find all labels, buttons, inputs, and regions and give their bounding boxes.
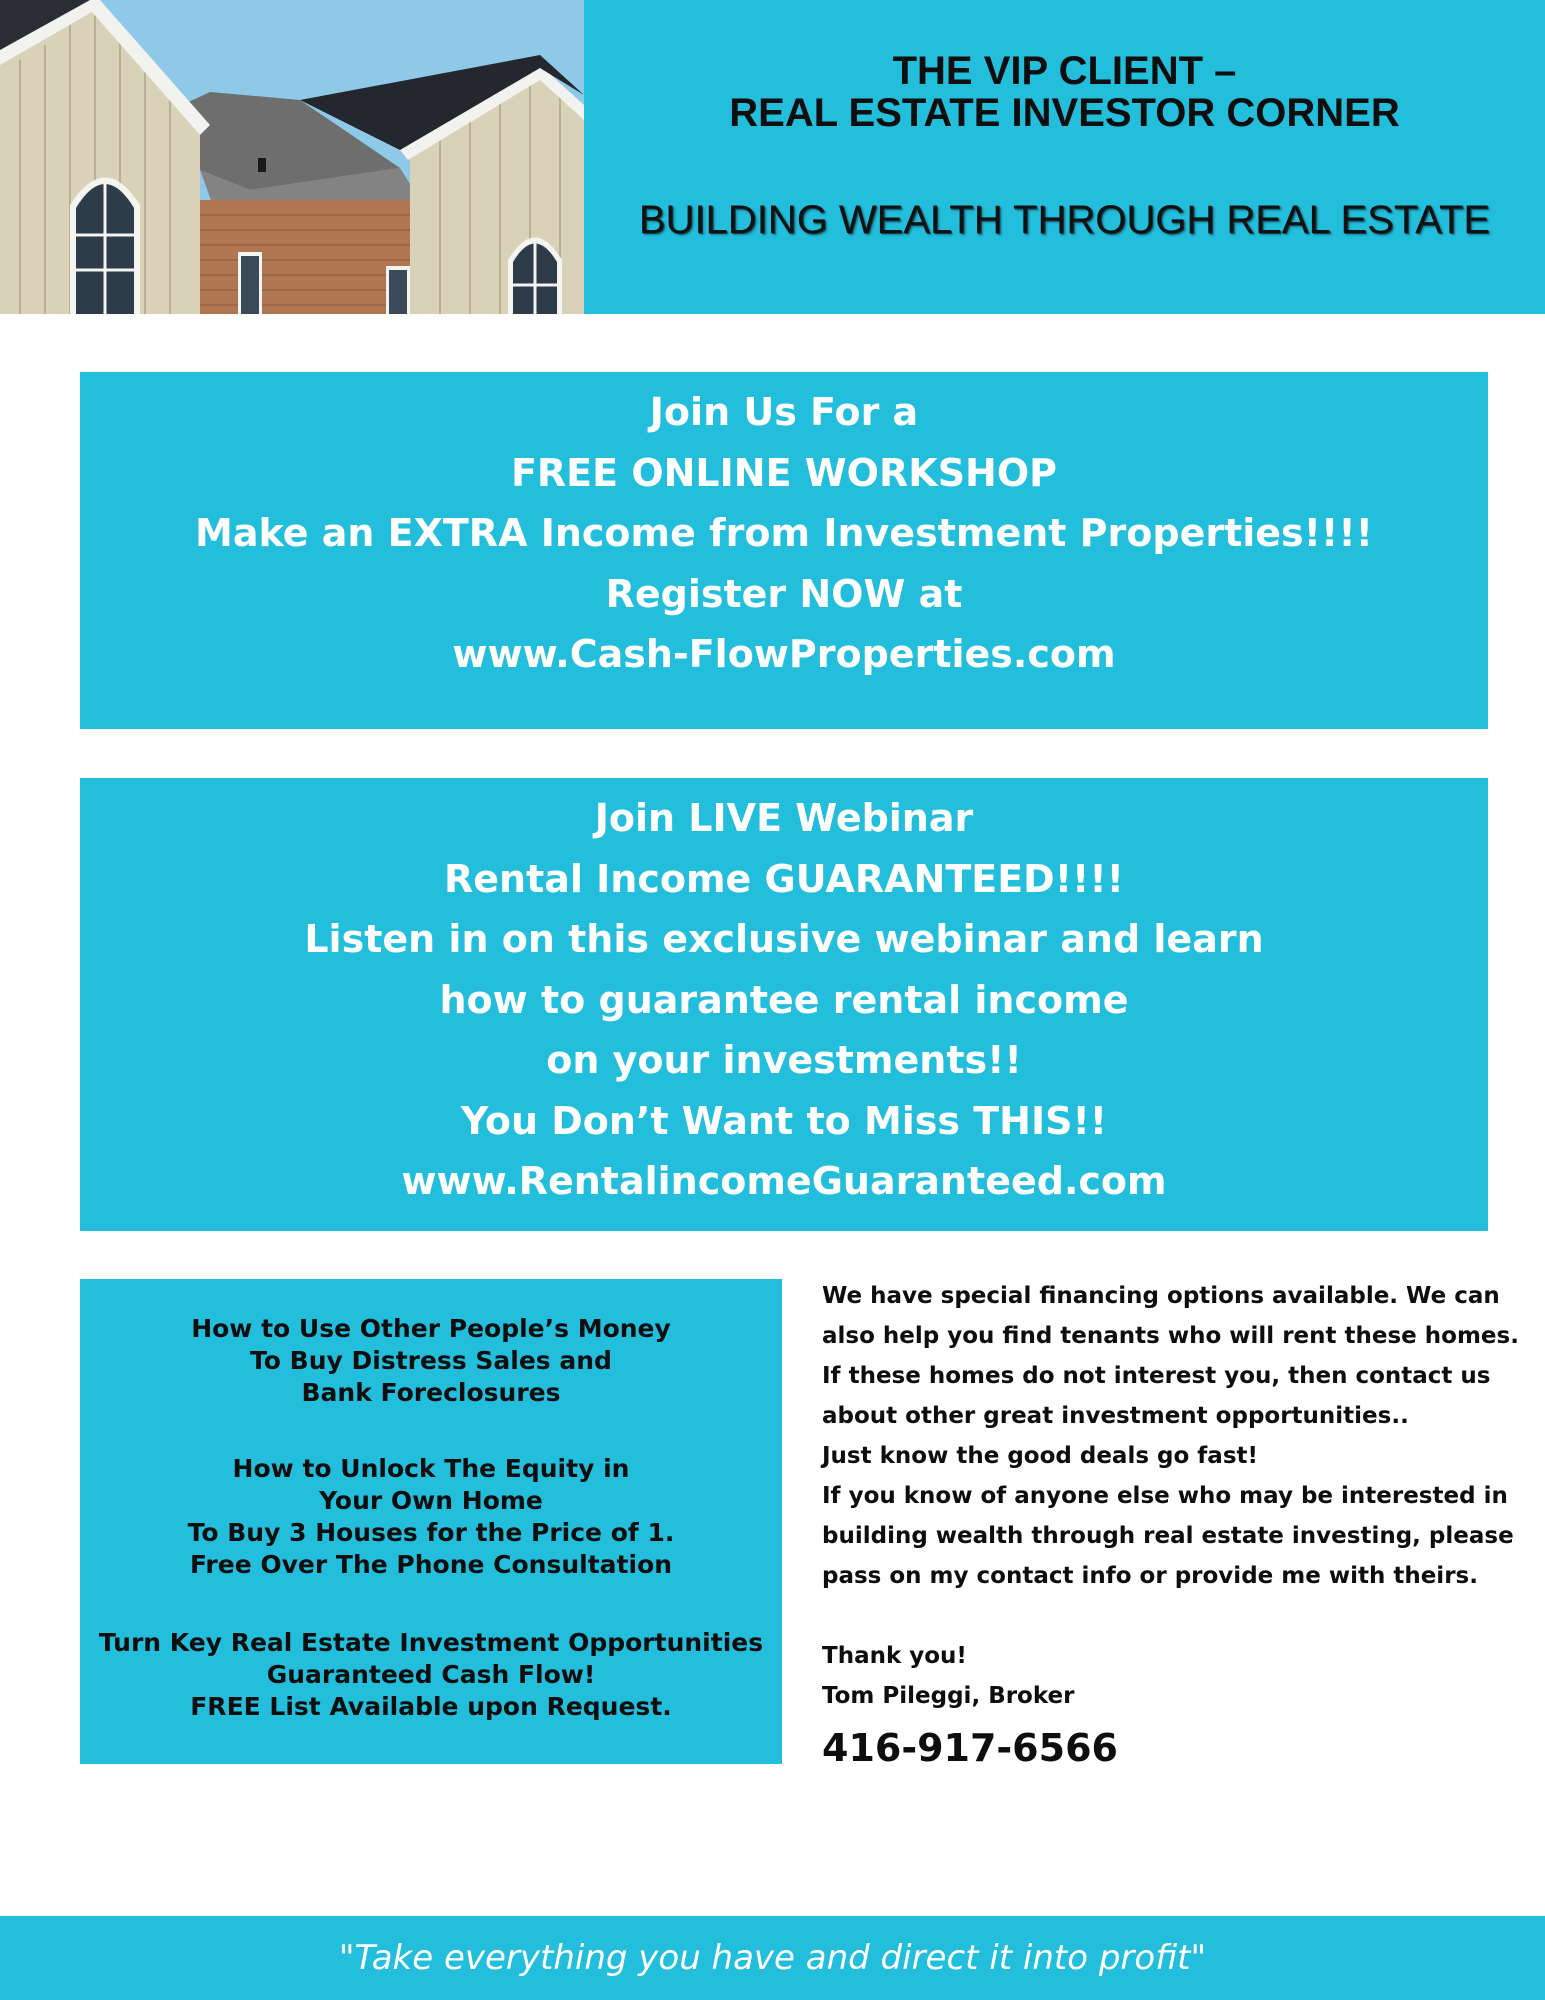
contact-message	[822, 1276, 1522, 1776]
header-title-line2: REAL ESTATE INVESTOR CORNER	[729, 91, 1400, 135]
message-line: Just know the good deals go fast!	[822, 1443, 1259, 1469]
offer-line: FREE List Available upon Request.	[190, 1692, 672, 1721]
offers-box	[80, 1279, 782, 1764]
header-banner	[0, 0, 1545, 314]
webinar-box	[80, 778, 1488, 1231]
offer-line: Your Own Home	[319, 1486, 543, 1515]
header-title-line1: THE VIP CLIENT –	[892, 49, 1237, 93]
message-line: building wealth through real estate investing, please	[822, 1523, 1514, 1549]
signature: Tom Pileggi, Broker	[822, 1683, 1075, 1709]
message-line: also help you find tenants who will rent these homes.	[822, 1323, 1519, 1349]
webinar-line: Listen in on this exclusive webinar and learn	[304, 917, 1264, 961]
webinar-line: on your investments!!	[546, 1038, 1022, 1082]
footer-quote: "Take everything you have and direct it into profit"	[0, 1916, 1545, 2000]
offer-line: Turn Key Real Estate Investment Opportunities	[98, 1628, 764, 1657]
offer-line: To Buy Distress Sales and	[250, 1346, 612, 1375]
spacer	[822, 1596, 1522, 1636]
message-line: We have special financing options available. We can	[822, 1283, 1500, 1309]
offer-line: How to Use Other People’s Money	[191, 1314, 671, 1343]
thanks-text: Thank you!	[822, 1643, 967, 1669]
offer-line: Bank Foreclosures	[301, 1378, 561, 1407]
header-tagline: BUILDING WEALTH THROUGH REAL ESTATE	[638, 198, 1491, 242]
workshop-line: Join Us For a	[649, 390, 919, 434]
offer-line: Free Over The Phone Consultation	[189, 1550, 673, 1579]
webinar-url[interactable]: www.RentalincomeGuaranteed.com	[401, 1159, 1167, 1203]
offer-line: Guaranteed Cash Flow!	[266, 1660, 596, 1689]
workshop-line: Make an EXTRA Income from Investment Properties!!!!	[195, 511, 1373, 555]
workshop-box	[80, 372, 1488, 729]
workshop-url[interactable]: www.Cash-FlowProperties.com	[452, 632, 1116, 676]
webinar-line: Rental Income GUARANTEED!!!!	[443, 856, 1125, 901]
webinar-line: You Don’t Want to Miss THIS!!	[460, 1098, 1108, 1143]
offer-line: To Buy 3 Houses for the Price of 1.	[187, 1518, 675, 1547]
webinar-line: Join LIVE Webinar	[594, 796, 974, 840]
offer-opm	[80, 1313, 782, 1409]
message-line: If you know of anyone else who may be interested in	[822, 1483, 1508, 1509]
message-line: pass on my contact info or provide me with theirs.	[822, 1563, 1478, 1589]
workshop-line: Register NOW at	[605, 571, 963, 616]
offer-line: How to Unlock The Equity in	[232, 1454, 630, 1483]
phone-number[interactable]: 416-917-6566	[822, 1726, 1118, 1770]
offer-equity	[80, 1453, 782, 1581]
webinar-line: how to guarantee rental income	[439, 977, 1129, 1022]
offer-turnkey	[80, 1627, 782, 1723]
message-line: If these homes do not interest you, then contact us	[822, 1363, 1491, 1389]
message-line: about other great investment opportunities..	[822, 1403, 1409, 1429]
workshop-line: FREE ONLINE WORKSHOP	[510, 450, 1058, 495]
house-photo	[0, 0, 584, 314]
